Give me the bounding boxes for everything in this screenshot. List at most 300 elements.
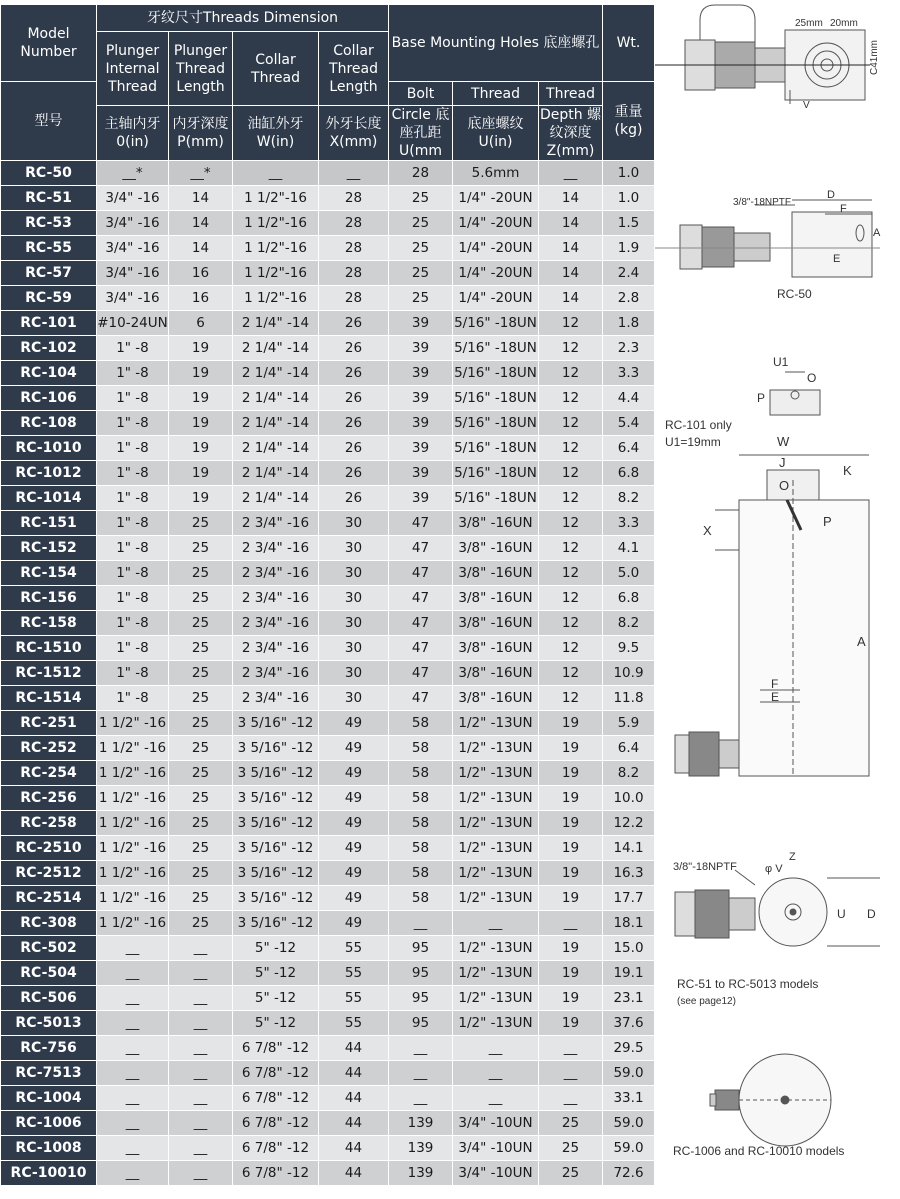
table-cell: 3/8" -16UN (453, 561, 539, 586)
table-cell: 139 (389, 1136, 453, 1161)
table-cell: 1/4" -20UN (453, 211, 539, 236)
table-cell: 6.8 (603, 586, 655, 611)
table-cell: __ (169, 936, 233, 961)
table-cell: 1/2" -13UN (453, 811, 539, 836)
table-cell: 25 (169, 861, 233, 886)
table-cell: 19 (539, 961, 603, 986)
model-cell: RC-258 (1, 811, 97, 836)
table-cell: 39 (389, 461, 453, 486)
table-cell: 3 5/16" -12 (233, 836, 319, 861)
table-cell: 1/4" -20UN (453, 261, 539, 286)
table-cell: 49 (319, 711, 389, 736)
table-cell: 59.0 (603, 1136, 655, 1161)
table-cell: 28 (319, 211, 389, 236)
table-cell: 3/4" -16 (97, 236, 169, 261)
table-cell: 19 (169, 411, 233, 436)
table-cell: 1.8 (603, 311, 655, 336)
table-cell: 25 (539, 1136, 603, 1161)
table-cell: 9.5 (603, 636, 655, 661)
table-cell: 39 (389, 486, 453, 511)
table-cell: 25 (169, 811, 233, 836)
header-depth: Depth 螺纹深度 Z(mm) (539, 107, 602, 159)
table-cell: 1" -8 (97, 586, 169, 611)
table-cell: 39 (389, 386, 453, 411)
table-cell: 2.8 (603, 286, 655, 311)
table-cell: 25 (539, 1111, 603, 1136)
table-cell: 39 (389, 411, 453, 436)
table-row (1, 311, 655, 336)
table-cell: 3/4" -10UN (453, 1136, 539, 1161)
header-bolt-circle: Circle 底座孔距 U(mm (389, 106, 453, 161)
base-phi: φ V (765, 863, 783, 875)
table-row (1, 386, 655, 411)
table-row (1, 886, 655, 911)
table-cell: 39 (389, 336, 453, 361)
table-cell: 47 (389, 511, 453, 536)
table-cell: 28 (319, 261, 389, 286)
table-cell: 5" -12 (233, 936, 319, 961)
table-cell: 5/16" -18UN (453, 386, 539, 411)
spec-table (0, 4, 655, 1186)
table-cell: 58 (389, 861, 453, 886)
table-cell: 5.0 (603, 561, 655, 586)
rc50-caption: RC-50 (777, 287, 812, 301)
table-cell: 59.0 (603, 1111, 655, 1136)
header-wt: Wt. (603, 5, 655, 82)
table-cell: 12 (539, 586, 603, 611)
table-row (1, 661, 655, 686)
table-cell: 49 (319, 736, 389, 761)
table-cell: 55 (319, 961, 389, 986)
table-cell: 95 (389, 961, 453, 986)
table-cell: 5/16" -18UN (453, 311, 539, 336)
table-cell: 3/4" -16 (97, 211, 169, 236)
table-cell: 30 (319, 511, 389, 536)
table-cell: 26 (319, 486, 389, 511)
table-row (1, 1161, 655, 1186)
table-cell: 3/4" -16 (97, 261, 169, 286)
table-cell: 1.0 (603, 161, 655, 186)
model-cell: RC-154 (1, 561, 97, 586)
main-p: P (823, 514, 832, 529)
table-cell: 19 (539, 761, 603, 786)
table-cell: __ (97, 1136, 169, 1161)
table-cell: 8.2 (603, 486, 655, 511)
table-cell: 14 (169, 211, 233, 236)
table-cell: 2 1/4" -14 (233, 336, 319, 361)
top-dim2: 20mm (830, 18, 858, 29)
table-cell: 25 (389, 211, 453, 236)
table-cell: 19 (169, 486, 233, 511)
table-cell: 3/4" -10UN (453, 1161, 539, 1186)
table-cell: __ (97, 1086, 169, 1111)
table-cell: 5.9 (603, 711, 655, 736)
table-cell: __ (539, 1086, 603, 1111)
table-cell: __ (453, 1036, 539, 1061)
table-cell: __ (169, 1136, 233, 1161)
table-cell: 12 (539, 511, 603, 536)
table-cell: 1 1/2" -16 (97, 811, 169, 836)
model-cell: RC-151 (1, 511, 97, 536)
table-cell: 2 3/4" -16 (233, 536, 319, 561)
table-cell: __ (169, 1161, 233, 1186)
table-cell: 3/8" -16UN (453, 511, 539, 536)
table-row (1, 486, 655, 511)
table-cell: __ (169, 1086, 233, 1111)
model-cell: RC-106 (1, 386, 97, 411)
table-cell: 1 1/2" -16 (97, 786, 169, 811)
table-row (1, 461, 655, 486)
table-cell: 25 (169, 586, 233, 611)
table-cell: 2 3/4" -16 (233, 661, 319, 686)
top-dim-v: V (803, 100, 810, 111)
table-cell: 8.2 (603, 611, 655, 636)
model-cell: RC-1510 (1, 636, 97, 661)
table-row (1, 211, 655, 236)
table-cell: 1.0 (603, 186, 655, 211)
table-cell: 6 7/8" -12 (233, 1111, 319, 1136)
big-cylinder-drawing (710, 1054, 831, 1146)
table-cell: 1" -8 (97, 661, 169, 686)
table-row (1, 336, 655, 361)
table-cell: 19 (539, 861, 603, 886)
table-cell: 2 3/4" -16 (233, 611, 319, 636)
table-cell: 19 (539, 936, 603, 961)
table-cell: 19 (169, 461, 233, 486)
table-cell: 19 (539, 886, 603, 911)
table-cell: 25 (169, 511, 233, 536)
table-cell: 1/2" -13UN (453, 986, 539, 1011)
table-cell: #10-24UN (97, 311, 169, 336)
table-cell: 1" -8 (97, 336, 169, 361)
table-cell: 5/16" -18UN (453, 461, 539, 486)
table-cell: 1 1/2" -16 (97, 886, 169, 911)
table-cell: 44 (319, 1161, 389, 1186)
table-cell: 44 (319, 1136, 389, 1161)
model-cell: RC-7513 (1, 1061, 97, 1086)
table-cell: 25 (169, 911, 233, 936)
table-cell: 1/2" -13UN (453, 736, 539, 761)
table-cell: 14 (539, 186, 603, 211)
table-cell: 139 (389, 1161, 453, 1186)
table-cell: 5.6mm (453, 161, 539, 186)
table-cell: 44 (319, 1111, 389, 1136)
main-o: O (779, 478, 790, 493)
table-cell: __ (389, 1086, 453, 1111)
table-cell: 6 7/8" -12 (233, 1036, 319, 1061)
table-cell: 12 (539, 536, 603, 561)
model-cell: RC-57 (1, 261, 97, 286)
main-x: X (703, 523, 712, 538)
table-cell: __ (233, 161, 319, 186)
header-collar-length-cn: 外牙长度 X(mm) (319, 106, 389, 161)
model-cell: RC-254 (1, 761, 97, 786)
base-d: D (867, 907, 876, 921)
model-cell: RC-2514 (1, 886, 97, 911)
table-cell: 2 1/4" -14 (233, 411, 319, 436)
table-cell: 12 (539, 636, 603, 661)
table-row (1, 436, 655, 461)
table-cell: 47 (389, 586, 453, 611)
table-cell: 49 (319, 836, 389, 861)
table-cell: 1/2" -13UN (453, 786, 539, 811)
header-thread2: Thread (539, 82, 603, 106)
model-cell: RC-504 (1, 961, 97, 986)
table-cell: 8.2 (603, 761, 655, 786)
table-cell: 25 (169, 636, 233, 661)
table-cell: 2 3/4" -16 (233, 561, 319, 586)
table-cell: 16 (169, 286, 233, 311)
model-cell: RC-53 (1, 211, 97, 236)
base-u: U (837, 907, 846, 921)
table-cell: __ (389, 1036, 453, 1061)
table-cell: 19 (539, 711, 603, 736)
table-cell: 58 (389, 836, 453, 861)
table-cell: 39 (389, 361, 453, 386)
table-cell: 30 (319, 561, 389, 586)
table-cell: 2.4 (603, 261, 655, 286)
model-cell: RC-102 (1, 336, 97, 361)
table-cell: __ (539, 1036, 603, 1061)
table-cell: 1/2" -13UN (453, 886, 539, 911)
table-cell: 12.2 (603, 811, 655, 836)
table-cell: 5/16" -18UN (453, 361, 539, 386)
main-w: W (777, 434, 790, 449)
table-cell: 26 (319, 361, 389, 386)
table-cell: 25 (169, 611, 233, 636)
table-cell: __ (539, 1061, 603, 1086)
table-cell: __ (97, 1061, 169, 1086)
table-cell: 19 (539, 811, 603, 836)
table-cell: 14 (169, 186, 233, 211)
base-caption: RC-51 to RC-5013 models (677, 977, 819, 991)
table-cell: 25 (169, 786, 233, 811)
rc101-p: P (757, 391, 766, 405)
table-cell: 39 (389, 436, 453, 461)
table-cell: 1" -8 (97, 686, 169, 711)
table-cell: 25 (169, 561, 233, 586)
table-cell: 19 (539, 736, 603, 761)
table-cell: 1 1/2"-16 (233, 186, 319, 211)
table-cell: 1" -8 (97, 361, 169, 386)
table-cell: 14 (539, 236, 603, 261)
table-cell: 12 (539, 661, 603, 686)
top-dim1: 25mm (795, 18, 823, 29)
table-cell: 95 (389, 936, 453, 961)
table-cell: 28 (319, 186, 389, 211)
table-cell: 14 (539, 211, 603, 236)
table-cell: 19 (539, 986, 603, 1011)
model-cell: RC-1014 (1, 486, 97, 511)
table-cell: 6 7/8" -12 (233, 1061, 319, 1086)
table-cell: __ (169, 986, 233, 1011)
table-cell: 23.1 (603, 986, 655, 1011)
table-cell: __ (539, 911, 603, 936)
model-cell: RC-50 (1, 161, 97, 186)
main-f: F (771, 677, 779, 691)
table-cell: 29.5 (603, 1036, 655, 1061)
model-cell: RC-101 (1, 311, 97, 336)
table-cell: __ (169, 1061, 233, 1086)
table-cell: 12 (539, 686, 603, 711)
table-cell: 6 7/8" -12 (233, 1136, 319, 1161)
table-row (1, 536, 655, 561)
table-row (1, 186, 655, 211)
table-cell: 58 (389, 811, 453, 836)
model-cell: RC-108 (1, 411, 97, 436)
table-cell: 3/8" -16UN (453, 611, 539, 636)
base-drawing (675, 870, 880, 946)
main-j: J (779, 455, 786, 470)
table-cell: 1" -8 (97, 511, 169, 536)
table-cell: __ (97, 1011, 169, 1036)
table-cell: 26 (319, 336, 389, 361)
table-cell: 55 (319, 936, 389, 961)
table-cell: 5/16" -18UN (453, 411, 539, 436)
table-row (1, 1111, 655, 1136)
table-cell: 1" -8 (97, 486, 169, 511)
table-cell: 49 (319, 861, 389, 886)
table-cell: 2 1/4" -14 (233, 486, 319, 511)
main-e: E (771, 690, 780, 704)
table-cell: 19 (169, 361, 233, 386)
table-cell: 3.3 (603, 361, 655, 386)
table-cell: 1.5 (603, 211, 655, 236)
table-cell: 10.0 (603, 786, 655, 811)
table-cell: 5/16" -18UN (453, 486, 539, 511)
table-cell: 1 1/2" -16 (97, 711, 169, 736)
header-plunger-length: Plunger Thread Length (169, 32, 233, 106)
table-row (1, 911, 655, 936)
table-row (1, 236, 655, 261)
table-cell: 28 (319, 236, 389, 261)
table-cell: 26 (319, 461, 389, 486)
top-dim3: C41mm (869, 39, 880, 75)
table-row (1, 561, 655, 586)
big-caption: RC-1006 and RC-10010 models (673, 1144, 845, 1158)
table-cell: 1" -8 (97, 561, 169, 586)
table-cell: 25 (389, 236, 453, 261)
table-cell: 49 (319, 811, 389, 836)
table-cell: 14 (539, 286, 603, 311)
table-cell: 2 1/4" -14 (233, 311, 319, 336)
table-cell: 12 (539, 611, 603, 636)
model-cell: RC-1012 (1, 461, 97, 486)
table-cell: 11.8 (603, 686, 655, 711)
table-cell: 12 (539, 361, 603, 386)
table-row (1, 261, 655, 286)
table-cell: __* (169, 161, 233, 186)
table-cell: 3 5/16" -12 (233, 761, 319, 786)
table-cell: 58 (389, 886, 453, 911)
table-row (1, 986, 655, 1011)
rc101-note2: U1=19mm (665, 435, 721, 449)
model-cell: RC-59 (1, 286, 97, 311)
table-cell: 1" -8 (97, 386, 169, 411)
table-cell: 1/2" -13UN (453, 861, 539, 886)
table-cell: 55 (319, 986, 389, 1011)
table-cell: 6.4 (603, 736, 655, 761)
table-cell: 2 3/4" -16 (233, 586, 319, 611)
model-cell: RC-1512 (1, 661, 97, 686)
table-cell: 25 (389, 261, 453, 286)
table-cell: 49 (319, 886, 389, 911)
table-cell: 58 (389, 736, 453, 761)
table-row (1, 511, 655, 536)
model-cell: RC-55 (1, 236, 97, 261)
table-cell: 6.4 (603, 436, 655, 461)
table-row (1, 711, 655, 736)
header-collar-length: Collar Thread Length (319, 32, 389, 106)
table-cell: 47 (389, 561, 453, 586)
model-cell: RC-1006 (1, 1111, 97, 1136)
table-row (1, 736, 655, 761)
table-cell: 12 (539, 386, 603, 411)
table-row (1, 836, 655, 861)
table-row (1, 161, 655, 186)
base-z: Z (789, 851, 796, 863)
table-row (1, 286, 655, 311)
table-cell: __* (97, 161, 169, 186)
table-cell: 2 1/4" -14 (233, 361, 319, 386)
table-cell: __ (389, 1061, 453, 1086)
table-cell: 12 (539, 436, 603, 461)
table-cell: 2 3/4" -16 (233, 686, 319, 711)
table-cell: __ (453, 911, 539, 936)
table-cell: 3.3 (603, 511, 655, 536)
table-cell: 3/8" -16UN (453, 586, 539, 611)
table-cell: __ (97, 936, 169, 961)
table-cell: 2 3/4" -16 (233, 511, 319, 536)
table-cell: __ (539, 161, 603, 186)
table-cell: 26 (319, 386, 389, 411)
technical-drawings (655, 0, 900, 1199)
model-cell: RC-308 (1, 911, 97, 936)
table-cell: 47 (389, 611, 453, 636)
table-cell: 26 (319, 436, 389, 461)
table-cell: 3 5/16" -12 (233, 786, 319, 811)
table-cell: 2 3/4" -16 (233, 636, 319, 661)
table-cell: 44 (319, 1036, 389, 1061)
model-cell: RC-10010 (1, 1161, 97, 1186)
table-cell: 1/4" -20UN (453, 236, 539, 261)
model-cell: RC-252 (1, 736, 97, 761)
table-cell: 58 (389, 711, 453, 736)
table-cell: 3 5/16" -12 (233, 911, 319, 936)
table-cell: __ (97, 1036, 169, 1061)
table-cell: 2 1/4" -14 (233, 436, 319, 461)
table-cell: 25 (539, 1161, 603, 1186)
header-bolt: Bolt (389, 82, 453, 106)
table-cell: 1" -8 (97, 611, 169, 636)
table-row (1, 961, 655, 986)
table-cell: __ (97, 1111, 169, 1136)
table-cell: 1 1/2"-16 (233, 236, 319, 261)
rc50-d: D (827, 189, 835, 201)
header-plunger-length-cn: 内牙深度 P(mm) (169, 106, 233, 161)
table-cell: 25 (169, 761, 233, 786)
table-cell: 12 (539, 311, 603, 336)
table-cell: __ (453, 1061, 539, 1086)
rc50-a: A (873, 227, 881, 239)
table-cell: 1/2" -13UN (453, 711, 539, 736)
header-collar-thread: Collar Thread (233, 32, 319, 106)
table-cell: 1 1/2" -16 (97, 736, 169, 761)
table-row (1, 761, 655, 786)
table-cell: 16.3 (603, 861, 655, 886)
table-cell: 3 5/16" -12 (233, 711, 319, 736)
table-cell: 6 7/8" -12 (233, 1086, 319, 1111)
